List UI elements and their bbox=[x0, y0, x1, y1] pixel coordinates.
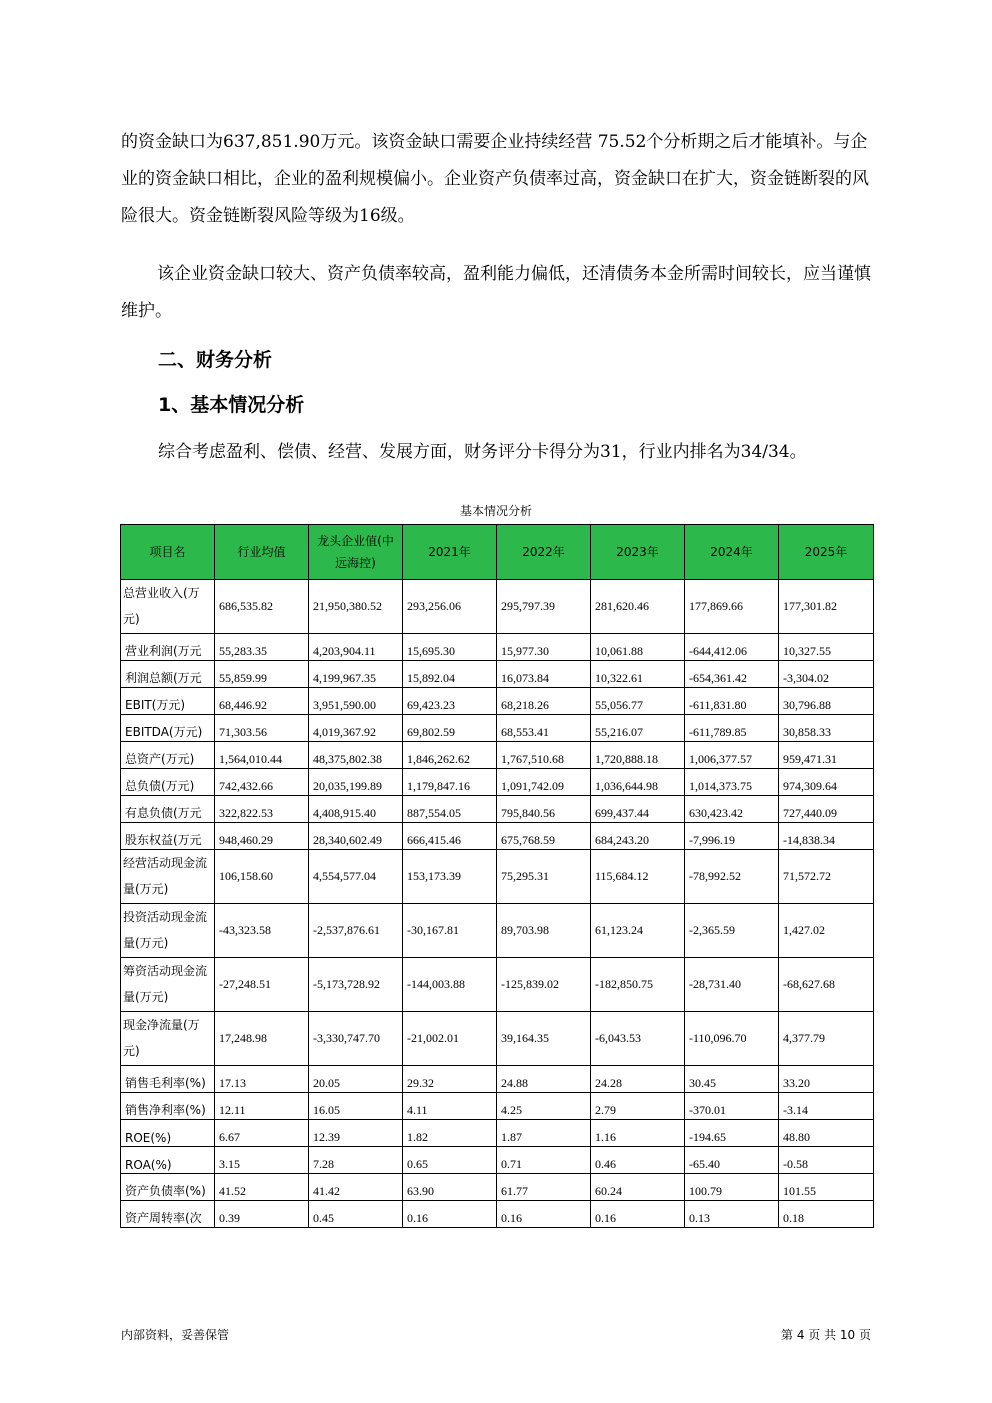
table-cell: 0.16 bbox=[403, 1201, 497, 1228]
table-row bbox=[121, 769, 874, 796]
table-cell: 0.16 bbox=[497, 1201, 591, 1228]
table-cell: 100.79 bbox=[685, 1174, 779, 1201]
table-row bbox=[121, 904, 874, 958]
table-cell: 1,014,373.75 bbox=[685, 769, 779, 796]
table-cell: 4,408,915.40 bbox=[309, 796, 403, 823]
row-label: EBIT(万元) bbox=[121, 688, 215, 715]
table-cell: 28,340,602.49 bbox=[309, 823, 403, 850]
table-cell: 17,248.98 bbox=[215, 1012, 309, 1066]
row-label: ROE(%) bbox=[121, 1120, 215, 1147]
table-cell: 1,179,847.16 bbox=[403, 769, 497, 796]
table-cell: 10,061.88 bbox=[591, 634, 685, 661]
table-cell: 675,768.59 bbox=[497, 823, 591, 850]
table-cell: 666,415.46 bbox=[403, 823, 497, 850]
row-label: 现金净流量(万元) bbox=[121, 1012, 215, 1066]
table-cell: 0.18 bbox=[779, 1201, 874, 1228]
table-cell: 177,301.82 bbox=[779, 580, 874, 634]
table-cell: 177,869.66 bbox=[685, 580, 779, 634]
table-cell: 630,423.42 bbox=[685, 796, 779, 823]
table-cell: 281,620.46 bbox=[591, 580, 685, 634]
table-cell: -30,167.81 bbox=[403, 904, 497, 958]
section-heading: 二、财务分析 bbox=[158, 349, 273, 371]
table-row bbox=[121, 715, 874, 742]
table-cell: 60.24 bbox=[591, 1174, 685, 1201]
table-row bbox=[121, 1012, 874, 1066]
table-cell: 41.42 bbox=[309, 1174, 403, 1201]
footer-page-number: 第 4 页 共 10 页 bbox=[781, 1328, 871, 1342]
table-cell: -28,731.40 bbox=[685, 958, 779, 1012]
table-cell: 4,377.79 bbox=[779, 1012, 874, 1066]
table-cell: 4.11 bbox=[403, 1093, 497, 1120]
table-cell: 4,019,367.92 bbox=[309, 715, 403, 742]
paragraph-capital-gap: 的资金缺口为637,851.90万元。该资金缺口需要企业持续经营 75.52个分析期之后才能填补。与企业的资金缺口相比，企业的盈利规模偏小。企业资产负债率过高，资金缺口在扩大，资金链断裂的风险很大。资金链断裂风险等级为16级。 bbox=[121, 132, 869, 226]
table-cell: 55,216.07 bbox=[591, 715, 685, 742]
table-cell: 0.45 bbox=[309, 1201, 403, 1228]
table-cell: 3.15 bbox=[215, 1147, 309, 1174]
table-cell: -644,412.06 bbox=[685, 634, 779, 661]
table-cell: 30.45 bbox=[685, 1066, 779, 1093]
table-cell: 10,322.61 bbox=[591, 661, 685, 688]
row-label: 总营业收入(万元) bbox=[121, 580, 215, 634]
table-row bbox=[121, 1201, 874, 1228]
table-cell: 69,802.59 bbox=[403, 715, 497, 742]
table-cell: -194.65 bbox=[685, 1120, 779, 1147]
table-cell: -14,838.34 bbox=[779, 823, 874, 850]
row-label: 投资活动现金流量(万元) bbox=[121, 904, 215, 958]
table-cell: 887,554.05 bbox=[403, 796, 497, 823]
table-row bbox=[121, 1066, 874, 1093]
table-cell: -3,330,747.70 bbox=[309, 1012, 403, 1066]
table-cell: 20.05 bbox=[309, 1066, 403, 1093]
table-cell: 1,767,510.68 bbox=[497, 742, 591, 769]
table-cell: 24.28 bbox=[591, 1066, 685, 1093]
row-label: 股东权益(万元 bbox=[121, 823, 215, 850]
row-label: EBITDA(万元) bbox=[121, 715, 215, 742]
header-item-name: 项目名 bbox=[121, 525, 215, 580]
table-cell: 16.05 bbox=[309, 1093, 403, 1120]
table-cell: 10,327.55 bbox=[779, 634, 874, 661]
table-cell: 55,859.99 bbox=[215, 661, 309, 688]
table-body bbox=[121, 580, 874, 1228]
table-cell: -6,043.53 bbox=[591, 1012, 685, 1066]
table-cell: 1,427.02 bbox=[779, 904, 874, 958]
table-cell: 69,423.23 bbox=[403, 688, 497, 715]
table-cell: -2,537,876.61 bbox=[309, 904, 403, 958]
table-row bbox=[121, 850, 874, 904]
table-row bbox=[121, 661, 874, 688]
table-cell: 6.67 bbox=[215, 1120, 309, 1147]
row-label: 资产周转率(次 bbox=[121, 1201, 215, 1228]
table-cell: 4,203,904.11 bbox=[309, 634, 403, 661]
table-cell: -3,304.02 bbox=[779, 661, 874, 688]
table-cell: 30,858.33 bbox=[779, 715, 874, 742]
table-cell: 727,440.09 bbox=[779, 796, 874, 823]
table-row bbox=[121, 580, 874, 634]
table-cell: 742,432.66 bbox=[215, 769, 309, 796]
table-row bbox=[121, 688, 874, 715]
table-cell: 1.82 bbox=[403, 1120, 497, 1147]
table-cell: -27,248.51 bbox=[215, 958, 309, 1012]
table-cell: -611,789.85 bbox=[685, 715, 779, 742]
table-cell: -78,992.52 bbox=[685, 850, 779, 904]
table-cell: 1,091,742.09 bbox=[497, 769, 591, 796]
table-cell: 55,056.77 bbox=[591, 688, 685, 715]
table-cell: 33.20 bbox=[779, 1066, 874, 1093]
table-cell: -43,323.58 bbox=[215, 904, 309, 958]
table-cell: 0.71 bbox=[497, 1147, 591, 1174]
table-cell: 948,460.29 bbox=[215, 823, 309, 850]
table-cell: 1,006,377.57 bbox=[685, 742, 779, 769]
table-cell: 71,303.56 bbox=[215, 715, 309, 742]
table-row bbox=[121, 1174, 874, 1201]
summary-text: 综合考虑盈利、偿债、经营、发展方面，财务评分卡得分为31，行业内排名为34/34。 bbox=[158, 442, 807, 462]
table-cell: 4.25 bbox=[497, 1093, 591, 1120]
table-cell: -370.01 bbox=[685, 1093, 779, 1120]
table-cell: 1,564,010.44 bbox=[215, 742, 309, 769]
table-cell: 293,256.06 bbox=[403, 580, 497, 634]
table-cell: 55,283.35 bbox=[215, 634, 309, 661]
table-caption: 基本情况分析 bbox=[459, 504, 532, 518]
table-cell: 15,977.30 bbox=[497, 634, 591, 661]
table-cell: 1.16 bbox=[591, 1120, 685, 1147]
table-cell: 106,158.60 bbox=[215, 850, 309, 904]
table-cell: -5,173,728.92 bbox=[309, 958, 403, 1012]
footer-confidential: 内部资料，妥善保管 bbox=[121, 1328, 230, 1342]
row-label: 总负债(万元) bbox=[121, 769, 215, 796]
table-cell: 48.80 bbox=[779, 1120, 874, 1147]
table-cell: -2,365.59 bbox=[685, 904, 779, 958]
table-cell: -611,831.80 bbox=[685, 688, 779, 715]
header-leader: 龙头企业值(中远海控) bbox=[309, 525, 403, 580]
table-cell: 63.90 bbox=[403, 1174, 497, 1201]
row-label: ROA(%) bbox=[121, 1147, 215, 1174]
table-cell: 3,951,590.00 bbox=[309, 688, 403, 715]
subsection-heading: 1、基本情况分析 bbox=[158, 394, 305, 416]
table-row bbox=[121, 796, 874, 823]
table-cell: 115,684.12 bbox=[591, 850, 685, 904]
row-label: 销售净利率(%) bbox=[121, 1093, 215, 1120]
table-cell: -7,996.19 bbox=[685, 823, 779, 850]
table-cell: 1.87 bbox=[497, 1120, 591, 1147]
table-cell: 699,437.44 bbox=[591, 796, 685, 823]
table-cell: 795,840.56 bbox=[497, 796, 591, 823]
table-cell: 41.52 bbox=[215, 1174, 309, 1201]
table-cell: -21,002.01 bbox=[403, 1012, 497, 1066]
table-cell: 16,073.84 bbox=[497, 661, 591, 688]
table-cell: 68,446.92 bbox=[215, 688, 309, 715]
table-cell: 4,554,577.04 bbox=[309, 850, 403, 904]
table-row bbox=[121, 634, 874, 661]
header-2023: 2023年 bbox=[591, 525, 685, 580]
table-cell: 959,471.31 bbox=[779, 742, 874, 769]
table-cell: 1,720,888.18 bbox=[591, 742, 685, 769]
table-row bbox=[121, 742, 874, 769]
paragraph-conclusion: 该企业资金缺口较大、资产负债率较高，盈利能力偏低，还清债务本金所需时间较长，应当谨慎维护。 bbox=[121, 264, 871, 321]
table-cell: 686,535.82 bbox=[215, 580, 309, 634]
table-cell: 24.88 bbox=[497, 1066, 591, 1093]
table-cell: 89,703.98 bbox=[497, 904, 591, 958]
table-cell: 101.55 bbox=[779, 1174, 874, 1201]
table-row bbox=[121, 823, 874, 850]
row-label: 经营活动现金流量(万元) bbox=[121, 850, 215, 904]
table-cell: 684,243.20 bbox=[591, 823, 685, 850]
header-industry-avg: 行业均值 bbox=[215, 525, 309, 580]
table-cell: 61,123.24 bbox=[591, 904, 685, 958]
table-cell: 974,309.64 bbox=[779, 769, 874, 796]
table-cell: 75,295.31 bbox=[497, 850, 591, 904]
table-cell: -110,096.70 bbox=[685, 1012, 779, 1066]
row-label: 筹资活动现金流量(万元) bbox=[121, 958, 215, 1012]
header-2022: 2022年 bbox=[497, 525, 591, 580]
row-label: 资产负债率(%) bbox=[121, 1174, 215, 1201]
table-cell: 17.13 bbox=[215, 1066, 309, 1093]
table-cell: 68,218.26 bbox=[497, 688, 591, 715]
row-label: 利润总额(万元 bbox=[121, 661, 215, 688]
table-cell: 0.65 bbox=[403, 1147, 497, 1174]
header-2024: 2024年 bbox=[685, 525, 779, 580]
table-cell: 1,036,644.98 bbox=[591, 769, 685, 796]
table-cell: 153,173.39 bbox=[403, 850, 497, 904]
table-cell: 30,796.88 bbox=[779, 688, 874, 715]
table-cell: 0.46 bbox=[591, 1147, 685, 1174]
table-cell: -68,627.68 bbox=[779, 958, 874, 1012]
table-cell: 20,035,199.89 bbox=[309, 769, 403, 796]
table-row bbox=[121, 1120, 874, 1147]
table-cell: -182,850.75 bbox=[591, 958, 685, 1012]
table-cell: 48,375,802.38 bbox=[309, 742, 403, 769]
table-cell: -65.40 bbox=[685, 1147, 779, 1174]
table-cell: 2.79 bbox=[591, 1093, 685, 1120]
financial-table bbox=[120, 524, 874, 1228]
table-cell: -654,361.42 bbox=[685, 661, 779, 688]
table-cell: 0.16 bbox=[591, 1201, 685, 1228]
table-cell: 15,695.30 bbox=[403, 634, 497, 661]
table-cell: -125,839.02 bbox=[497, 958, 591, 1012]
table-cell: 4,199,967.35 bbox=[309, 661, 403, 688]
header-2025: 2025年 bbox=[779, 525, 874, 580]
table-cell: -3.14 bbox=[779, 1093, 874, 1120]
table-cell: 71,572.72 bbox=[779, 850, 874, 904]
row-label: 有息负债(万元 bbox=[121, 796, 215, 823]
table-header-row bbox=[121, 525, 874, 580]
table-cell: -0.58 bbox=[779, 1147, 874, 1174]
table-cell: 12.39 bbox=[309, 1120, 403, 1147]
row-label: 营业利润(万元 bbox=[121, 634, 215, 661]
table-cell: 61.77 bbox=[497, 1174, 591, 1201]
table-cell: 15,892.04 bbox=[403, 661, 497, 688]
table-cell: 68,553.41 bbox=[497, 715, 591, 742]
row-label: 总资产(万元) bbox=[121, 742, 215, 769]
table-cell: 295,797.39 bbox=[497, 580, 591, 634]
table-cell: -144,003.88 bbox=[403, 958, 497, 1012]
table-row bbox=[121, 1093, 874, 1120]
table-cell: 322,822.53 bbox=[215, 796, 309, 823]
row-label: 销售毛利率(%) bbox=[121, 1066, 215, 1093]
table-cell: 7.28 bbox=[309, 1147, 403, 1174]
table-row bbox=[121, 958, 874, 1012]
table-cell: 21,950,380.52 bbox=[309, 580, 403, 634]
table-cell: 29.32 bbox=[403, 1066, 497, 1093]
table-cell: 1,846,262.62 bbox=[403, 742, 497, 769]
table-cell: 0.39 bbox=[215, 1201, 309, 1228]
table-cell: 12.11 bbox=[215, 1093, 309, 1120]
table-cell: 39,164.35 bbox=[497, 1012, 591, 1066]
header-2021: 2021年 bbox=[403, 525, 497, 580]
table-cell: 0.13 bbox=[685, 1201, 779, 1228]
table-row bbox=[121, 1147, 874, 1174]
